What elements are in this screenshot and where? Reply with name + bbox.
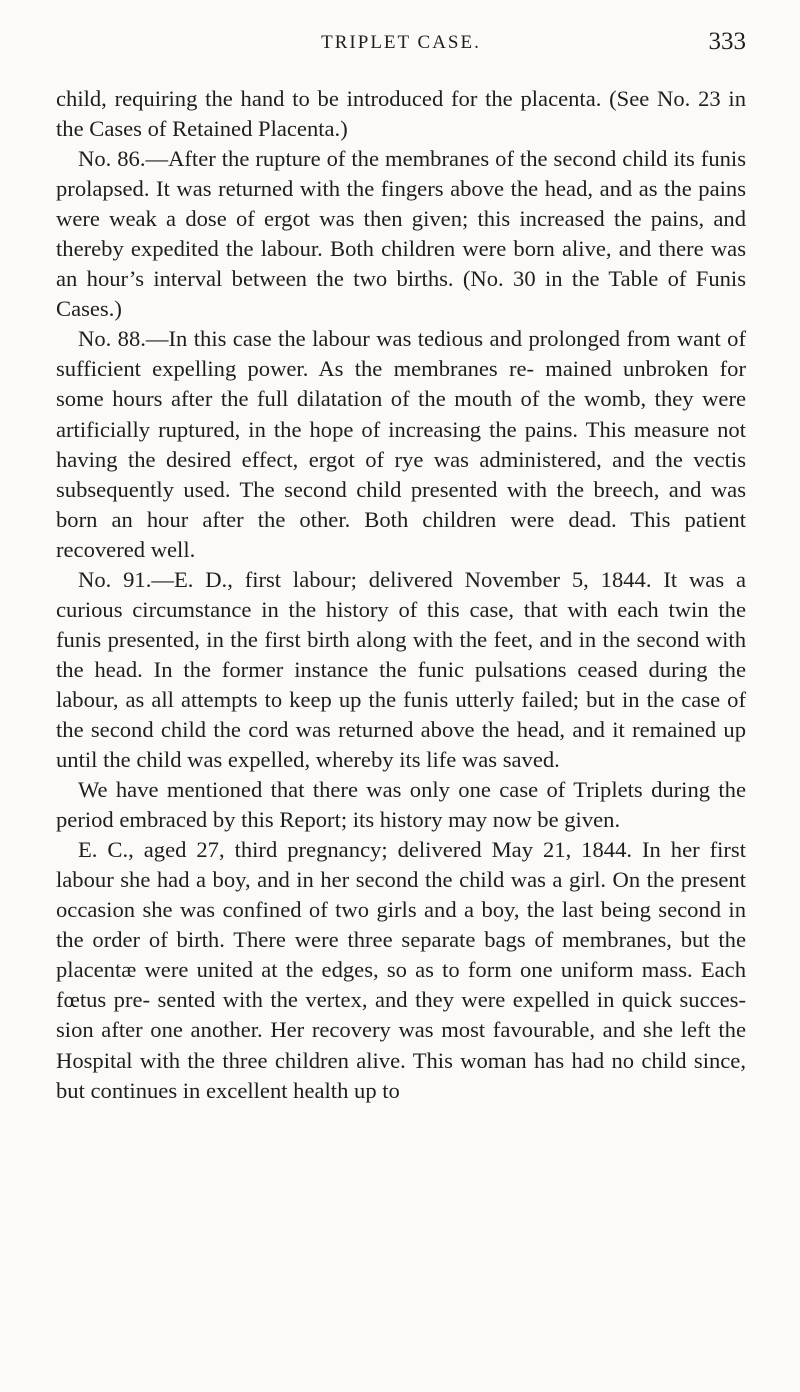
paragraph-triplets-case: E. C., aged 27, third pregnancy; delivered May 21, 1844. In her first labour she had a boy, and in her second the child was a girl. On the present occasion she was confined of two girls and a boy, the last being second in the order of birth. There were three separate bags of membranes, but the placentæ were united at the edges, so as to form one uniform mass. Each fœtus pre- sented with the vertex, and they were expelled in quick succes- sion after one another. Her recovery was most favourable, and she left the Hospital with the three children alive. This woman has had no child since, but continues in excellent health up to [56, 837, 746, 1103]
paragraph-continuation: child, requiring the hand to be introduced for the placenta. (See No. 23 in the Cases of Retained Placenta.) [56, 86, 746, 142]
page-body [56, 84, 746, 1106]
page-header [56, 28, 746, 58]
running-head: TRIPLET CASE. [321, 32, 481, 53]
paragraph-case-88: No. 88.—In this case the labour was tedious and prolonged from want of sufficient expelling power. As the membranes re- mained unbroken for some hours after the full dilatation of the mouth of the womb, they were artificially ruptured, in the hope of increasing the pains. This measure not having the desired effect, ergot of rye was administered, and the vectis subsequently used. The second child presented with the breech, and was born an hour after the other. Both children were dead. This patient recovered well. [56, 326, 746, 562]
paragraph-case-86: No. 86.—After the rupture of the membranes of the second child its funis prolapsed. It was returned with the fingers above the head, and as the pains were weak a dose of ergot was then given; this increased the pains, and thereby expedited the labour. Both children were born alive, and there was an hour’s interval between the two births. (No. 30 in the Table of Funis Cases.) [56, 146, 746, 322]
paragraph-case-91: No. 91.—E. D., first labour; delivered November 5, 1844. It was a curious circumstance in the history of this case, that with each twin the funis presented, in the first birth along with the feet, and in the second with the head. In the former instance the funic pulsations ceased during the labour, as all attempts to keep up the funis utterly failed; but in the case of the second child the cord was returned above the head, and it remained up until the child was expelled, whereby its life was saved. [56, 566, 746, 773]
page-number: 333 [708, 28, 746, 55]
paragraph-triplets-intro: We have mentioned that there was only one case of Triplets during the period embraced by this Report; its history may now be given. [56, 777, 746, 833]
